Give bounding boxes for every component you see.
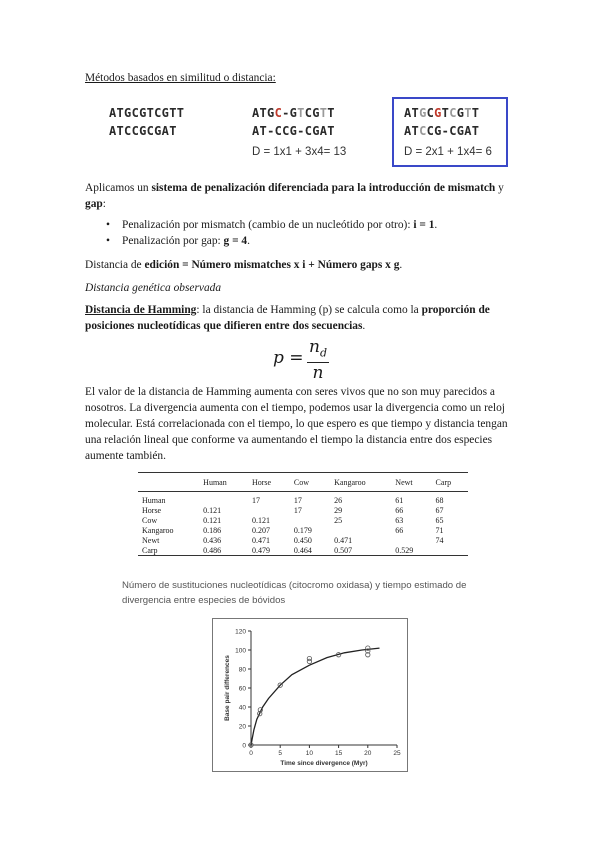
alignment-middle [252,106,346,158]
table-row [138,535,468,545]
penalty-intro-post: : [102,198,106,210]
table-row [138,505,468,515]
right-seq1-segment: T [441,106,450,120]
y-tick-label: 120 [235,628,246,636]
penalty-intro-mid: y [495,182,504,194]
mid-seq2-segment: - [267,124,275,138]
table-cell: 67 [435,505,444,515]
table-header-cell [138,473,199,492]
table-header-cell: Horse [248,473,290,492]
alignment-middle-seq1 [252,106,346,120]
right-seq1-segment: C [426,106,435,120]
subheading: Distancia genética observada [85,282,222,294]
mid-seq1-segment: T [297,106,305,120]
x-tick-label: 25 [393,750,401,757]
right-seq2-segment: AT [404,124,420,138]
penalty-bullet-gap: • Penalización por gap: g = 4. [100,233,520,249]
table-row-label: Cow [142,515,158,525]
table-row [138,515,468,525]
table-row-label: Newt [142,535,160,545]
x-tick-label: 10 [305,750,314,757]
alignment-left-seq2: ATCCGCGAT [109,124,177,138]
table-row [138,545,468,556]
mid-seq1-segment: C [274,106,283,120]
mid-seq1-segment: - [282,106,290,120]
penalty-bullet-mismatch: • Penalización por mismatch (cambio de un nucleótido por otro): i = 1. [100,217,520,233]
table-header-cell: Newt [391,473,431,492]
table-row [138,492,468,506]
table-cell: 17 [251,495,260,505]
formula-denominator: n [312,363,324,384]
x-tick-label: 20 [364,750,372,757]
table-row-label: Human [142,495,166,505]
mid-seq2-segment: CCG [274,124,298,138]
mid-seq2-segment: AT [252,124,268,138]
right-seq2-segment: - [441,124,450,138]
divergence-chart [213,619,407,771]
mid-seq1-segment: T [319,106,328,120]
table-header-cell: Cow [290,473,330,492]
table-cell: 0.121 [203,515,222,525]
right-seq1-segment: C [449,106,457,120]
hamming-term: Distancia de Hamming [85,304,197,316]
table-cell [248,505,290,515]
right-seq1-segment: G [456,106,465,120]
formula-numerator: $n_d$ [307,338,329,363]
table-cell [290,515,330,525]
right-seq1-segment: T [471,106,480,120]
y-tick-label: 100 [235,647,246,655]
table-row-label: Horse [142,505,162,515]
mid-seq1-segment: G [289,106,298,120]
table-cell: 0.207 [251,525,270,535]
right-seq1-segment: G [434,106,442,120]
section-heading: Métodos basados en similitud o distancia: [85,72,276,84]
table-cell: 0.471 [334,535,353,545]
distance-table-wrapper [138,472,468,556]
table-cell: 66 [395,505,404,515]
table-header-cell: Human [199,473,248,492]
y-tick-label: 80 [238,666,246,674]
table-cell: 0.179 [293,525,312,535]
penalty-intro-pre: Aplicamos un [85,182,152,194]
right-seq2-segment: G [434,124,442,138]
fit-curve [251,648,380,745]
mid-seq2-segment: T [327,124,335,138]
hamming-definition: Distancia de Hamming: la distancia de Hamming (p) se calcula como la proporción de posiciones nucleotídicas que difieren entre dos secuencias. [85,304,490,332]
alignment-right-seq2 [404,124,492,138]
chart-frame [212,618,408,772]
table-cell: 0.121 [203,505,222,515]
formula-lhs: p = [273,348,304,368]
alignment-middle-seq2 [252,124,346,138]
right-seq2-segment: T [471,124,480,138]
table-cell: 0.479 [248,545,290,556]
figure-caption: Número de sustituciones nucleotídicas (citocromo oxidasa) y tiempo estimado de divergencia entre especies de bóvidos [122,580,467,606]
alignment-right-formula: D = 2x1 + 1x4= 6 [404,146,492,158]
table-row [138,525,468,535]
hamming-paragraph: El valor de la distancia de Hamming aumenta con seres vivos que no son muy parecidos a nosotros. La divergencia aumenta con el tiempo, podemos usar la divergencia como un reloj molecular. Está correlacionada con el tiempo, lo que espero es que tiempo y distancia tengan una relación lineal que conforme va aumentando el tiempo la distancia entre dos especies aumente también. [85,386,508,462]
mid-seq1-segment: T [327,106,335,120]
alignment-left [109,106,184,138]
alignment-right-seq1 [404,106,492,120]
right-seq2-segment: CGA [449,124,472,138]
y-tick-label: 20 [238,723,246,731]
penalty-intro-bold: sistema de penalización diferenciada para la introducción de mismatch [151,182,496,194]
penalty-intro [85,180,505,212]
edit-distance: Distancia de edición = Número mismatches x i + Número gaps x g. [85,259,403,271]
table-cell: 74 [435,535,444,545]
table-header-cell: Carp [432,473,468,492]
table-cell [432,545,468,556]
table-cell: 0.529 [391,545,431,556]
table-cell: 71 [435,525,444,535]
table-cell [391,535,431,545]
table-cell: 29 [334,505,343,515]
penalty-list [100,217,520,249]
table-cell: 65 [435,515,444,525]
mid-seq2-segment: - [297,124,305,138]
y-axis-label: Base pair differences [224,655,231,721]
table-header-cell: Kangaroo [330,473,391,492]
x-tick-label: 0 [249,750,253,757]
table-cell: 25 [334,515,343,525]
y-tick-label: 40 [238,704,246,712]
table-cell: 26 [334,495,343,505]
table-cell: 0.464 [290,545,330,556]
data-point [307,656,311,660]
table-cell: 61 [395,495,404,505]
table-row-label: Carp [138,545,199,556]
mid-seq1-segment: CG [304,106,320,120]
table-cell: 17 [293,495,302,505]
table-cell [199,492,248,506]
right-seq2-segment: C [426,124,435,138]
y-tick-label: 0 [242,742,246,750]
x-tick-label: 5 [278,750,283,757]
alignment-left-seq1: ATGCGTCGTT [109,106,185,120]
table-header-row [138,473,468,492]
table-cell: 63 [395,515,404,525]
table-cell: 0.121 [251,515,270,525]
table-cell: 0.186 [203,525,222,535]
right-seq1-segment: T [464,106,472,120]
table-cell: 17 [293,505,302,515]
y-tick-label: 60 [238,685,246,693]
x-axis-label: Time since divergence (Myr) [280,760,368,767]
right-seq1-segment: G [419,106,427,120]
table-cell: 0.450 [293,535,312,545]
table-cell: 0.471 [251,535,270,545]
mid-seq1-segment: ATG [252,106,275,120]
highlighted-alignment-box [392,97,508,167]
table-cell: 68 [435,495,444,505]
table-cell: 0.507 [330,545,391,556]
right-seq1-segment: AT [404,106,420,120]
distance-table [138,472,468,556]
table-cell: 66 [395,525,404,535]
table-cell: 0.436 [203,535,222,545]
table-cell: 0.486 [199,545,248,556]
table-row-label: Kangaroo [142,525,174,535]
x-tick-label: 15 [334,750,343,757]
penalty-intro-gap: gap [85,198,103,210]
mid-seq2-segment: CGA [304,124,328,138]
right-seq2-segment: C [419,124,427,138]
alignment-middle-formula: D = 1x1 + 3x4= 13 [252,146,347,158]
table-cell [330,525,391,535]
